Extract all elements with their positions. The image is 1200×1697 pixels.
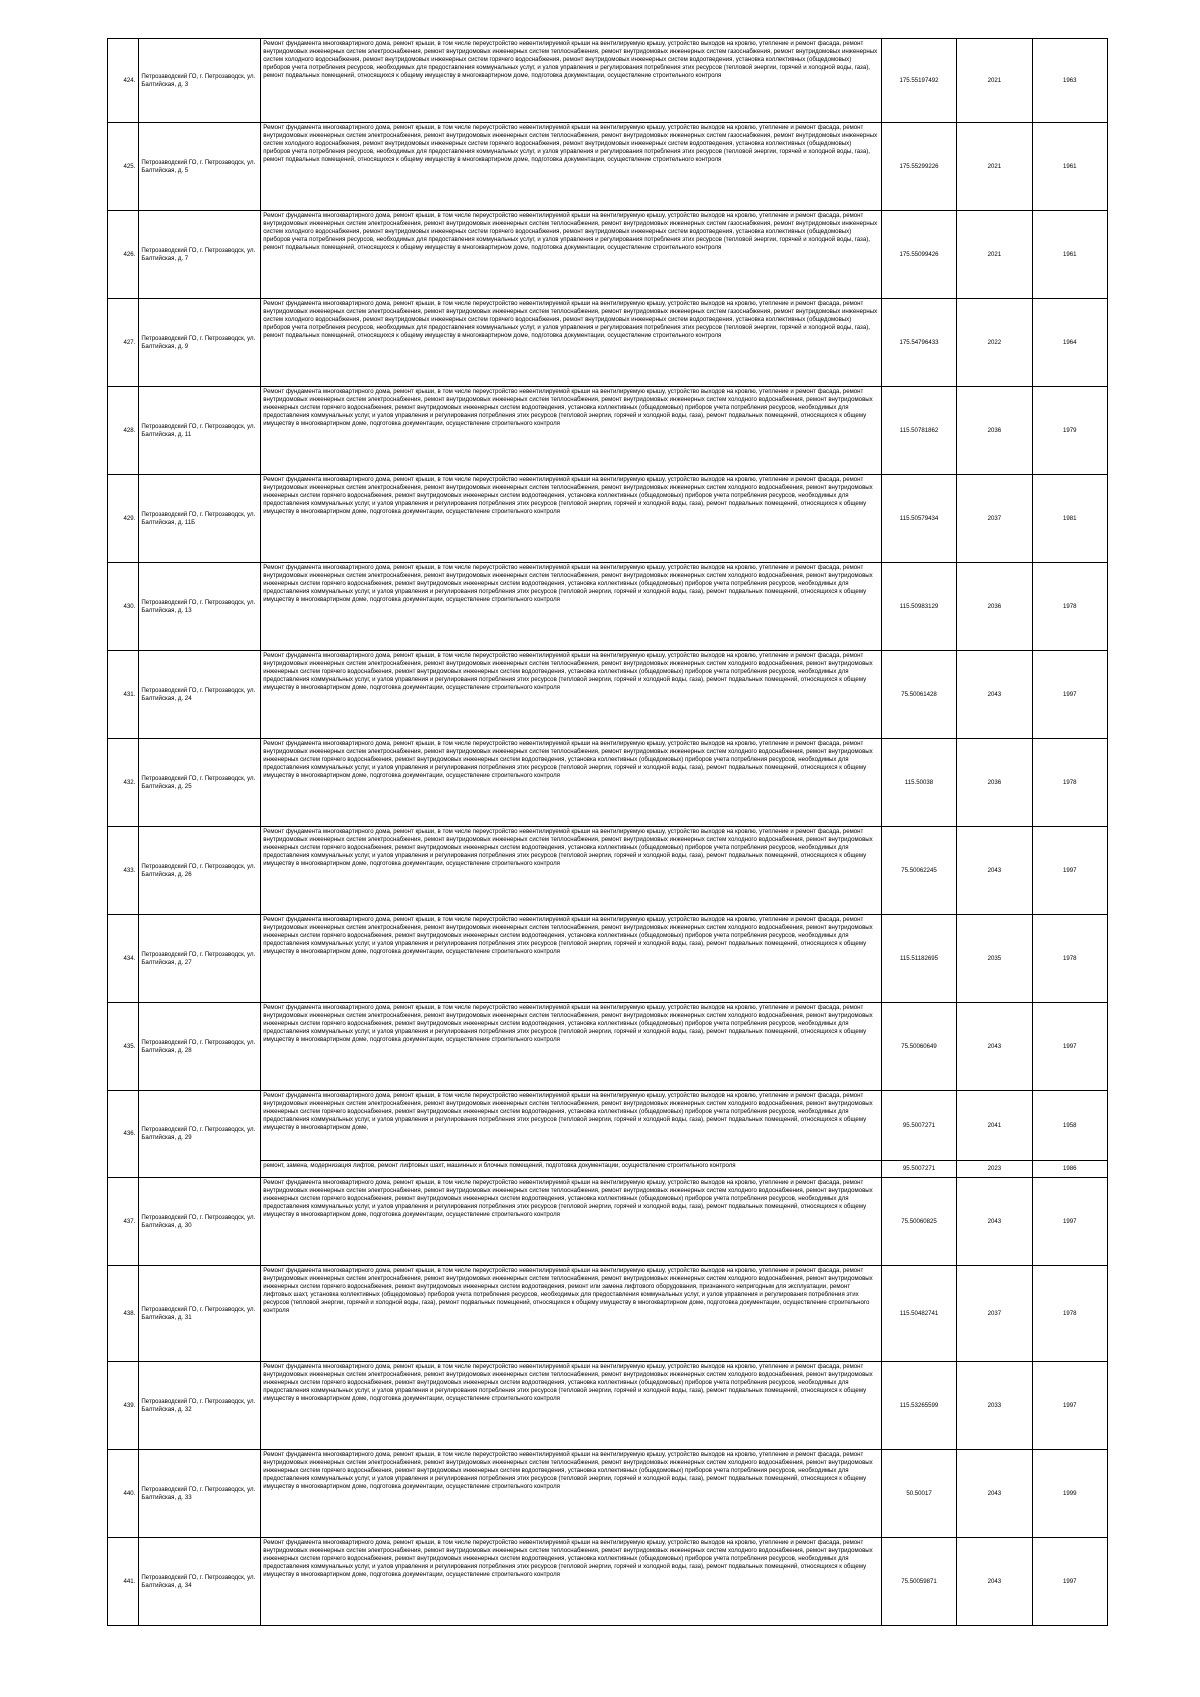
year-built-cell: 1958	[1032, 1091, 1107, 1161]
table-row	[108, 915, 1108, 1003]
year-built-cell: 1997	[1032, 827, 1107, 915]
year-built-cell: 1997	[1032, 651, 1107, 739]
table-row	[108, 299, 1108, 387]
address-cell: Петрозаводский ГО, г. Петрозаводск, ул. Балтийская, д. 13	[139, 563, 261, 651]
row-number-cell: 434.	[108, 915, 139, 1003]
table-row	[108, 651, 1108, 739]
row-number-cell: 437.	[108, 1178, 139, 1266]
table-row	[108, 387, 1108, 475]
year-built-cell: 1978	[1032, 915, 1107, 1003]
planned-year-cell: 2043	[957, 1450, 1032, 1538]
address-cell: Петрозаводский ГО, г. Петрозаводск, ул. Балтийская, д. 11	[139, 387, 261, 475]
work-description-cell: Ремонт фундамента многоквартирного дома, ремонт крыши, в том числе переустройство невентилируемой крыши на вентилируемую крышу, устройство выходов на кровлю, утепление и ремонт фасада, ремонт внутридомовых инженерных систем электроснабжения, ремонт внутридомовых инженерных систем теплоснабжения, ремонт внутридомовых инженерных систем холодного водоснабжения, ремонт внутридомовых инженерных систем горячего водоснабжения, ремонт внутридомовых инженерных систем водоотведения, установка коллективных (общедомовых) приборов учета потребления ресурсов, необходимых для предоставления коммунальных услуг, и узлов управления и регулирования потребления этих ресурсов (тепловой энергии, горячей и холодной воды, газа), ремонт подвальных помещений, относящихся к общему имуществу в многоквартирном доме, подготовка документации, осуществление строительного контроля	[261, 915, 882, 1003]
year-built-cell: 1997	[1032, 1003, 1107, 1091]
planned-year-cell: 2043	[957, 1003, 1032, 1091]
cost-cell: 75.50062245	[881, 827, 956, 915]
work-description-cell: Ремонт фундамента многоквартирного дома, ремонт крыши, в том числе переустройство невентилируемой крыши на вентилируемую крышу, устройство выходов на кровлю, утепление и ремонт фасада, ремонт внутридомовых инженерных систем электроснабжения, ремонт внутридомовых инженерных систем теплоснабжения, ремонт внутридомовых инженерных систем холодного водоснабжения, ремонт внутридомовых инженерных систем горячего водоснабжения, ремонт внутридомовых инженерных систем водоотведения, ремонт или замена лифтового оборудования, признанного непригодным для эксплуатации, ремонт лифтовых шахт, установка коллективных (общедомовых) приборов учета потребления ресурсов, необходимых для предоставления коммунальных услуг, и узлов управления и регулирования потребления этих ресурсов (тепловой энергии, горячей и холодной воды, газа), ремонт подвальных помещений, относящихся к общему имуществу в многоквартирном доме, подготовка документации, осуществление строительного контроля	[261, 1266, 882, 1362]
cost-cell: 175.55197492	[881, 39, 956, 123]
address-cell: Петрозаводский ГО, г. Петрозаводск, ул. Балтийская, д. 27	[139, 915, 261, 1003]
year-built-cell: 1997	[1032, 1362, 1107, 1450]
row-number-cell: 438.	[108, 1266, 139, 1362]
planned-year-cell: 2037	[957, 475, 1032, 563]
row-number-cell: 432.	[108, 739, 139, 827]
table-row	[108, 1362, 1108, 1450]
table-row	[108, 475, 1108, 563]
cost-cell: 175.55099426	[881, 211, 956, 299]
row-number-cell: 427.	[108, 299, 139, 387]
table-row	[108, 827, 1108, 915]
cost-cell: 115.50781862	[881, 387, 956, 475]
table-row	[108, 123, 1108, 211]
table-row	[108, 1266, 1108, 1362]
work-description-cell: Ремонт фундамента многоквартирного дома, ремонт крыши, в том числе переустройство невентилируемой крыши на вентилируемую крышу, устройство выходов на кровлю, утепление и ремонт фасада, ремонт внутридомовых инженерных систем электроснабжения, ремонт внутридомовых инженерных систем теплоснабжения, ремонт внутридомовых инженерных систем холодного водоснабжения, ремонт внутридомовых инженерных систем горячего водоснабжения, ремонт внутридомовых инженерных систем водоотведения, установка коллективных (общедомовых) приборов учета потребления ресурсов, необходимых для предоставления коммунальных услуг, и узлов управления и регулирования потребления этих ресурсов (тепловой энергии, горячей и холодной воды, газа), ремонт подвальных помещений, относящихся к общему имуществу в многоквартирном доме, подготовка документации, осуществление строительного контроля	[261, 1538, 882, 1626]
cost-cell: 50.50017	[881, 1450, 956, 1538]
row-number-cell: 430.	[108, 563, 139, 651]
table-row	[108, 739, 1108, 827]
planned-year-cell: 2043	[957, 651, 1032, 739]
address-cell: Петрозаводский ГО, г. Петрозаводск, ул. Балтийская, д. 3	[139, 39, 261, 123]
year-built-cell: 1978	[1032, 563, 1107, 651]
cost-cell: 115.50983129	[881, 563, 956, 651]
capital-repair-table	[107, 38, 1108, 1626]
work-description-cell: Ремонт фундамента многоквартирного дома, ремонт крыши, в том числе переустройство невентилируемой крыши на вентилируемую крышу, устройство выходов на кровлю, утепление и ремонт фасада, ремонт внутридомовых инженерных систем электроснабжения, ремонт внутридомовых инженерных систем теплоснабжения, ремонт внутридомовых инженерных систем газоснабжения, ремонт внутридомовых инженерных систем холодного водоснабжения, ремонт внутридомовых инженерных систем горячего водоснабжения, ремонт внутридомовых инженерных систем водоотведения, установка коллективных (общедомовых) приборов учета потребления ресурсов, необходимых для предоставления коммунальных услуг, и узлов управления и регулирования потребления этих ресурсов (тепловой энергии, горячей и холодной воды, газа), ремонт подвальных помещений, относящихся к общему имуществу в многоквартирном доме, подготовка документации, осуществление строительного контроля	[261, 299, 882, 387]
cost-cell: 115.50038	[881, 739, 956, 827]
planned-year-cell: 2043	[957, 827, 1032, 915]
row-number-cell: 436.	[108, 1091, 139, 1178]
address-cell: Петрозаводский ГО, г. Петрозаводск, ул. Балтийская, д. 28	[139, 1003, 261, 1091]
planned-year-cell: 2043	[957, 1538, 1032, 1626]
work-description-cell: Ремонт фундамента многоквартирного дома, ремонт крыши, в том числе переустройство невентилируемой крыши на вентилируемую крышу, устройство выходов на кровлю, утепление и ремонт фасада, ремонт внутридомовых инженерных систем электроснабжения, ремонт внутридомовых инженерных систем теплоснабжения, ремонт внутридомовых инженерных систем газоснабжения, ремонт внутридомовых инженерных систем холодного водоснабжения, ремонт внутридомовых инженерных систем горячего водоснабжения, ремонт внутридомовых инженерных систем водоотведения, установка коллективных (общедомовых) приборов учета потребления ресурсов, необходимых для предоставления коммунальных услуг, и узлов управления и регулирования потребления этих ресурсов (тепловой энергии, горячей и холодной воды, газа), ремонт подвальных помещений, относящихся к общему имуществу в многоквартирном доме, подготовка документации, осуществление строительного контроля	[261, 211, 882, 299]
year-built-cell: 1963	[1032, 39, 1107, 123]
address-cell: Петрозаводский ГО, г. Петрозаводск, ул. Балтийская, д. 30	[139, 1178, 261, 1266]
table-row	[108, 1450, 1108, 1538]
year-built-cell: 1961	[1032, 123, 1107, 211]
address-cell: Петрозаводский ГО, г. Петрозаводск, ул. Балтийская, д. 5	[139, 123, 261, 211]
row-number-cell: 440.	[108, 1450, 139, 1538]
planned-year-cell: 2036	[957, 739, 1032, 827]
table-row	[108, 1178, 1108, 1266]
year-built-cell: 1961	[1032, 211, 1107, 299]
cost-cell: 115.51182695	[881, 915, 956, 1003]
cost-cell: 175.54796433	[881, 299, 956, 387]
planned-year-cell: 2036	[957, 563, 1032, 651]
work-description-cell: Ремонт фундамента многоквартирного дома, ремонт крыши, в том числе переустройство невентилируемой крыши на вентилируемую крышу, устройство выходов на кровлю, утепление и ремонт фасада, ремонт внутридомовых инженерных систем электроснабжения, ремонт внутридомовых инженерных систем теплоснабжения, ремонт внутридомовых инженерных систем холодного водоснабжения, ремонт внутридомовых инженерных систем горячего водоснабжения, ремонт внутридомовых инженерных систем водоотведения, установка коллективных (общедомовых) приборов учета потребления ресурсов, необходимых для предоставления коммунальных услуг, и узлов управления и регулирования потребления этих ресурсов (тепловой энергии, горячей и холодной воды, газа), ремонт подвальных помещений, относящихся к общему имуществу в многоквартирном доме, подготовка документации, осуществление строительного контроля	[261, 1362, 882, 1450]
row-number-cell: 428.	[108, 387, 139, 475]
work-description-cell: Ремонт фундамента многоквартирного дома, ремонт крыши, в том числе переустройство невентилируемой крыши на вентилируемую крышу, устройство выходов на кровлю, утепление и ремонт фасада, ремонт внутридомовых инженерных систем электроснабжения, ремонт внутридомовых инженерных систем теплоснабжения, ремонт внутридомовых инженерных систем газоснабжения, ремонт внутридомовых инженерных систем холодного водоснабжения, ремонт внутридомовых инженерных систем горячего водоснабжения, ремонт внутридомовых инженерных систем водоотведения, установка коллективных (общедомовых) приборов учета потребления ресурсов, необходимых для предоставления коммунальных услуг, и узлов управления и регулирования потребления этих ресурсов (тепловой энергии, горячей и холодной воды, газа), ремонт подвальных помещений, относящихся к общему имуществу в многоквартирном доме, подготовка документации, осуществление строительного контроля	[261, 39, 882, 123]
planned-year-cell: 2022	[957, 299, 1032, 387]
address-cell: Петрозаводский ГО, г. Петрозаводск, ул. Балтийская, д. 11Б	[139, 475, 261, 563]
work-description-cell: Ремонт фундамента многоквартирного дома, ремонт крыши, в том числе переустройство невентилируемой крыши на вентилируемую крышу, устройство выходов на кровлю, утепление и ремонт фасада, ремонт внутридомовых инженерных систем электроснабжения, ремонт внутридомовых инженерных систем теплоснабжения, ремонт внутридомовых инженерных систем холодного водоснабжения, ремонт внутридомовых инженерных систем горячего водоснабжения, ремонт внутридомовых инженерных систем водоотведения, установка коллективных (общедомовых) приборов учета потребления ресурсов, необходимых для предоставления коммунальных услуг, и узлов управления и регулирования потребления этих ресурсов (тепловой энергии, горячей и холодной воды, газа), ремонт подвальных помещений, относящихся к общему имуществу в многоквартирном доме, подготовка документации, осуществление строительного контроля	[261, 1450, 882, 1538]
year-built-cell: 1964	[1032, 299, 1107, 387]
cost-cell: 175.55299226	[881, 123, 956, 211]
year-built-cell: 1999	[1032, 1450, 1107, 1538]
planned-year-cell: 2021	[957, 39, 1032, 123]
row-number-cell: 435.	[108, 1003, 139, 1091]
year-built-cell: 1978	[1032, 739, 1107, 827]
year-built-cell: 1981	[1032, 475, 1107, 563]
work-description-cell: Ремонт фундамента многоквартирного дома, ремонт крыши, в том числе переустройство невентилируемой крыши на вентилируемую крышу, устройство выходов на кровлю, утепление и ремонт фасада, ремонт внутридомовых инженерных систем электроснабжения, ремонт внутридомовых инженерных систем теплоснабжения, ремонт внутридомовых инженерных систем холодного водоснабжения, ремонт внутридомовых инженерных систем горячего водоснабжения, ремонт внутридомовых инженерных систем водоотведения, установка коллективных (общедомовых) приборов учета потребления ресурсов, необходимых для предоставления коммунальных услуг, и узлов управления и регулирования потребления этих ресурсов (тепловой энергии, горячей и холодной воды, газа), ремонт подвальных помещений, относящихся к общему имуществу в многоквартирном доме, подготовка документации, осуществление строительного контроля	[261, 651, 882, 739]
planned-year-cell: 2041	[957, 1091, 1032, 1161]
cost-cell: 115.50579434	[881, 475, 956, 563]
table-row	[108, 563, 1108, 651]
year-built-cell: 1997	[1032, 1538, 1107, 1626]
work-description-cell: Ремонт фундамента многоквартирного дома, ремонт крыши, в том числе переустройство невентилируемой крыши на вентилируемую крышу, устройство выходов на кровлю, утепление и ремонт фасада, ремонт внутридомовых инженерных систем электроснабжения, ремонт внутридомовых инженерных систем теплоснабжения, ремонт внутридомовых инженерных систем холодного водоснабжения, ремонт внутридомовых инженерных систем горячего водоснабжения, ремонт внутридомовых инженерных систем водоотведения, установка коллективных (общедомовых) приборов учета потребления ресурсов, необходимых для предоставления коммунальных услуг, и узлов управления и регулирования потребления этих ресурсов (тепловой энергии, горячей и холодной воды, газа), ремонт подвальных помещений, относящихся к общему имуществу в многоквартирном доме, подготовка документации, осуществление строительного контроля	[261, 827, 882, 915]
row-number-cell: 429.	[108, 475, 139, 563]
row-number-cell: 431.	[108, 651, 139, 739]
year-built-cell: 1986	[1032, 1161, 1107, 1178]
address-cell: Петрозаводский ГО, г. Петрозаводск, ул. Балтийская, д. 25	[139, 739, 261, 827]
work-description-cell: Ремонт фундамента многоквартирного дома, ремонт крыши, в том числе переустройство невентилируемой крыши на вентилируемую крышу, устройство выходов на кровлю, утепление и ремонт фасада, ремонт внутридомовых инженерных систем электроснабжения, ремонт внутридомовых инженерных систем теплоснабжения, ремонт внутридомовых инженерных систем холодного водоснабжения, ремонт внутридомовых инженерных систем горячего водоснабжения, ремонт внутридомовых инженерных систем водоотведения, установка коллективных (общедомовых) приборов учета потребления ресурсов, необходимых для предоставления коммунальных услуг, и узлов управления и регулирования потребления этих ресурсов (тепловой энергии, горячей и холодной воды, газа), ремонт подвальных помещений, относящихся к общему имуществу в многоквартирном доме, подготовка документации, осуществление строительного контроля	[261, 387, 882, 475]
address-cell: Петрозаводский ГО, г. Петрозаводск, ул. Балтийская, д. 33	[139, 1450, 261, 1538]
address-cell: Петрозаводский ГО, г. Петрозаводск, ул. Балтийская, д. 9	[139, 299, 261, 387]
work-description-cell: Ремонт фундамента многоквартирного дома, ремонт крыши, в том числе переустройство невентилируемой крыши на вентилируемую крышу, устройство выходов на кровлю, утепление и ремонт фасада, ремонт внутридомовых инженерных систем электроснабжения, ремонт внутридомовых инженерных систем теплоснабжения, ремонт внутридомовых инженерных систем холодного водоснабжения, ремонт внутридомовых инженерных систем горячего водоснабжения, ремонт внутридомовых инженерных систем водоотведения, установка коллективных (общедомовых) приборов учета потребления ресурсов, необходимых для предоставления коммунальных услуг, и узлов управления и регулирования потребления этих ресурсов (тепловой энергии, горячей и холодной воды, газа), ремонт подвальных помещений, относящихся к общему имуществу в многоквартирном доме, подготовка документации, осуществление строительного контроля	[261, 563, 882, 651]
cost-cell: 115.53265599	[881, 1362, 956, 1450]
table-row	[108, 1091, 1108, 1161]
cost-cell: 75.50061428	[881, 651, 956, 739]
planned-year-cell: 2035	[957, 915, 1032, 1003]
planned-year-cell: 2043	[957, 1178, 1032, 1266]
planned-year-cell: 2021	[957, 211, 1032, 299]
planned-year-cell: 2021	[957, 123, 1032, 211]
cost-cell: 95.5007271	[881, 1091, 956, 1161]
cost-cell: 95.5007271	[881, 1161, 956, 1178]
work-description-cell: Ремонт фундамента многоквартирного дома, ремонт крыши, в том числе переустройство невентилируемой крыши на вентилируемую крышу, устройство выходов на кровлю, утепление и ремонт фасада, ремонт внутридомовых инженерных систем электроснабжения, ремонт внутридомовых инженерных систем теплоснабжения, ремонт внутридомовых инженерных систем холодного водоснабжения, ремонт внутридомовых инженерных систем горячего водоснабжения, ремонт внутридомовых инженерных систем водоотведения, установка коллективных (общедомовых) приборов учета потребления ресурсов, необходимых для предоставления коммунальных услуг, и узлов управления и регулирования потребления этих ресурсов (тепловой энергии, горячей и холодной воды, газа), ремонт подвальных помещений, относящихся к общему имуществу в многоквартирном доме, подготовка документации, осуществление строительного контроля	[261, 1003, 882, 1091]
row-number-cell: 425.	[108, 123, 139, 211]
work-description-cell: Ремонт фундамента многоквартирного дома, ремонт крыши, в том числе переустройство невентилируемой крыши на вентилируемую крышу, устройство выходов на кровлю, утепление и ремонт фасада, ремонт внутридомовых инженерных систем электроснабжения, ремонт внутридомовых инженерных систем теплоснабжения, ремонт внутридомовых инженерных систем холодного водоснабжения, ремонт внутридомовых инженерных систем горячего водоснабжения, ремонт внутридомовых инженерных систем водоотведения, установка коллективных (общедомовых) приборов учета потребления ресурсов, необходимых для предоставления коммунальных услуг, и узлов управления и регулирования потребления этих ресурсов (тепловой энергии, горячей и холодной воды, газа), ремонт подвальных помещений, относящихся к общему имуществу в многоквартирном доме, подготовка документации, осуществление строительного контроля	[261, 475, 882, 563]
row-number-cell: 439.	[108, 1362, 139, 1450]
row-number-cell: 441.	[108, 1538, 139, 1626]
cost-cell: 75.50060825	[881, 1178, 956, 1266]
year-built-cell: 1978	[1032, 1266, 1107, 1362]
table-row	[108, 39, 1108, 123]
address-cell: Петрозаводский ГО, г. Петрозаводск, ул. Балтийская, д. 34	[139, 1538, 261, 1626]
table-row	[108, 211, 1108, 299]
planned-year-cell: 2023	[957, 1161, 1032, 1178]
cost-cell: 75.50059871	[881, 1538, 956, 1626]
work-description-cell: ремонт, замена, модернизация лифтов, ремонт лифтовых шахт, машинных и блочных помещений, подготовка документации, осуществление строительного контроля	[261, 1161, 882, 1178]
table-row	[108, 1538, 1108, 1626]
address-cell: Петрозаводский ГО, г. Петрозаводск, ул. Балтийская, д. 24	[139, 651, 261, 739]
address-cell: Петрозаводский ГО, г. Петрозаводск, ул. Балтийская, д. 32	[139, 1362, 261, 1450]
address-cell: Петрозаводский ГО, г. Петрозаводск, ул. Балтийская, д. 26	[139, 827, 261, 915]
planned-year-cell: 2037	[957, 1266, 1032, 1362]
table-row	[108, 1003, 1108, 1091]
planned-year-cell: 2033	[957, 1362, 1032, 1450]
table-body	[108, 39, 1108, 1626]
row-number-cell: 424.	[108, 39, 139, 123]
cost-cell: 115.50482741	[881, 1266, 956, 1362]
planned-year-cell: 2036	[957, 387, 1032, 475]
row-number-cell: 426.	[108, 211, 139, 299]
year-built-cell: 1979	[1032, 387, 1107, 475]
address-cell: Петрозаводский ГО, г. Петрозаводск, ул. Балтийская, д. 31	[139, 1266, 261, 1362]
address-cell: Петрозаводский ГО, г. Петрозаводск, ул. Балтийская, д. 7	[139, 211, 261, 299]
work-description-cell: Ремонт фундамента многоквартирного дома, ремонт крыши, в том числе переустройство невентилируемой крыши на вентилируемую крышу, устройство выходов на кровлю, утепление и ремонт фасада, ремонт внутридомовых инженерных систем электроснабжения, ремонт внутридомовых инженерных систем теплоснабжения, ремонт внутридомовых инженерных систем холодного водоснабжения, ремонт внутридомовых инженерных систем горячего водоснабжения, ремонт внутридомовых инженерных систем водоотведения, установка коллективных (общедомовых) приборов учета потребления ресурсов, необходимых для предоставления коммунальных услуг, и узлов управления и регулирования потребления этих ресурсов (тепловой энергии, горячей и холодной воды, газа), ремонт подвальных помещений, относящихся к общему имуществу в многоквартирном доме, подготовка документации, осуществление строительного контроля	[261, 739, 882, 827]
work-description-cell: Ремонт фундамента многоквартирного дома, ремонт крыши, в том числе переустройство невентилируемой крыши на вентилируемую крышу, устройство выходов на кровлю, утепление и ремонт фасада, ремонт внутридомовых инженерных систем электроснабжения, ремонт внутридомовых инженерных систем теплоснабжения, ремонт внутридомовых инженерных систем газоснабжения, ремонт внутридомовых инженерных систем холодного водоснабжения, ремонт внутридомовых инженерных систем горячего водоснабжения, ремонт внутридомовых инженерных систем водоотведения, установка коллективных (общедомовых) приборов учета потребления ресурсов, необходимых для предоставления коммунальных услуг, и узлов управления и регулирования потребления этих ресурсов (тепловой энергии, горячей и холодной воды, газа), ремонт подвальных помещений, относящихся к общему имуществу в многоквартирном доме, подготовка документации, осуществление строительного контроля	[261, 123, 882, 211]
year-built-cell: 1997	[1032, 1178, 1107, 1266]
work-description-cell: Ремонт фундамента многоквартирного дома, ремонт крыши, в том числе переустройство невентилируемой крыши на вентилируемую крышу, устройство выходов на кровлю, утепление и ремонт фасада, ремонт внутридомовых инженерных систем электроснабжения, ремонт внутридомовых инженерных систем теплоснабжения, ремонт внутридомовых инженерных систем холодного водоснабжения, ремонт внутридомовых инженерных систем горячего водоснабжения, ремонт внутридомовых инженерных систем водоотведения, установка коллективных (общедомовых) приборов учета потребления ресурсов, необходимых для предоставления коммунальных услуг, и узлов управления и регулирования потребления этих ресурсов (тепловой энергии, горячей и холодной воды, газа), ремонт подвальных помещений, относящихся к общему имуществу в многоквартирном доме, подготовка документации, осуществление строительного контроля	[261, 1178, 882, 1266]
address-cell: Петрозаводский ГО, г. Петрозаводск, ул. Балтийская, д. 29	[139, 1091, 261, 1178]
work-description-cell: Ремонт фундамента многоквартирного дома, ремонт крыши, в том числе переустройство невентилируемой крыши на вентилируемую крышу, устройство выходов на кровлю, утепление и ремонт фасада, ремонт внутридомовых инженерных систем электроснабжения, ремонт внутридомовых инженерных систем теплоснабжения, ремонт внутридомовых инженерных систем холодного водоснабжения, ремонт внутридомовых инженерных систем горячего водоснабжения, ремонт внутридомовых инженерных систем водоотведения, установка коллективных (общедомовых) приборов учета потребления ресурсов, необходимых для предоставления коммунальных услуг, и узлов управления и регулирования потребления этих ресурсов (тепловой энергии, горячей и холодной воды, газа), ремонт подвальных помещений, относящихся к общему имуществу в многоквартирном доме,	[261, 1091, 882, 1161]
row-number-cell: 433.	[108, 827, 139, 915]
cost-cell: 75.50060649	[881, 1003, 956, 1091]
